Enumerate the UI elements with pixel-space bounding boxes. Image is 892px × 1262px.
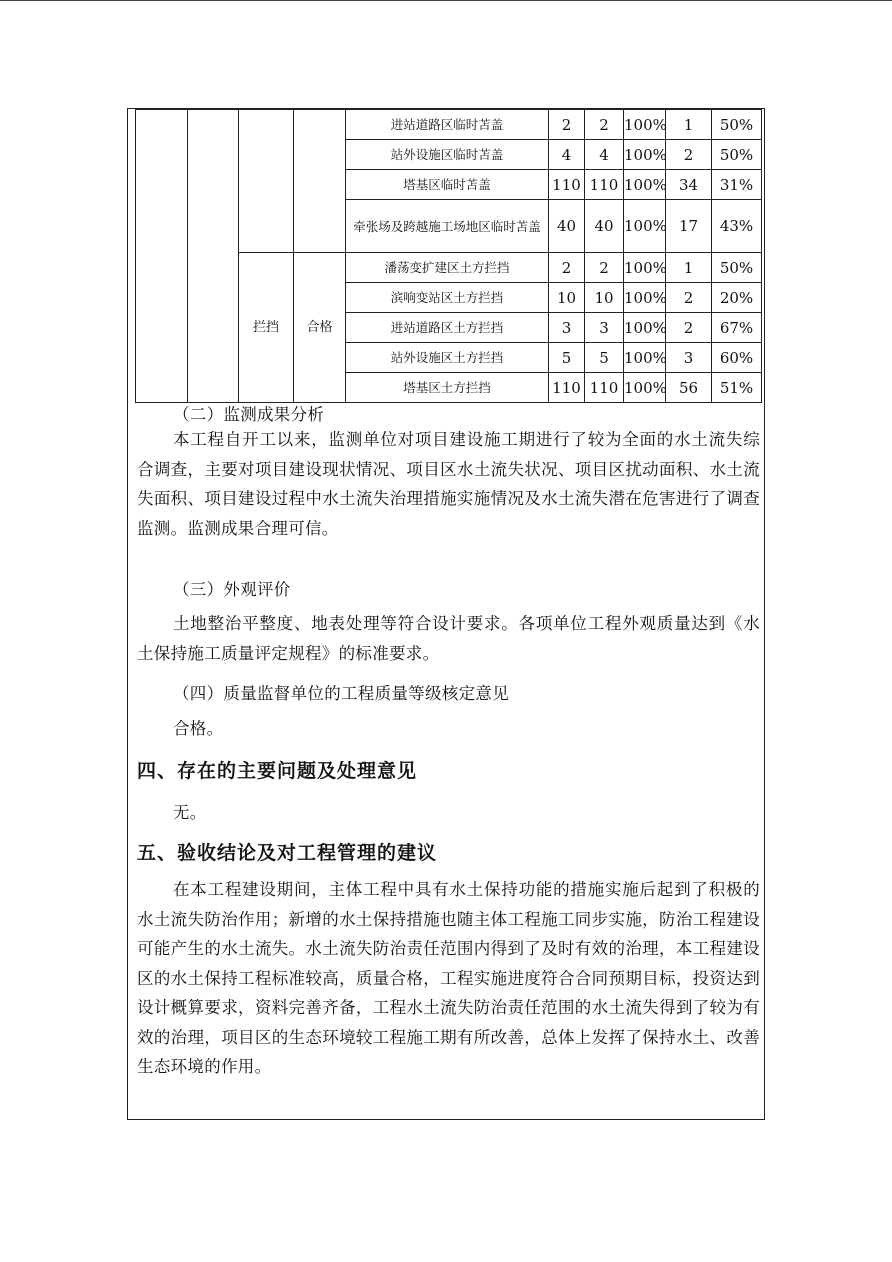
paragraph-conclusion: 在本工程建设期间，主体工程中具有水土保持功能的措施实施后起到了积极的水土流失防治作用；新增的水土保持措施也随主体工程施工同步实施，防治工程建设可能产生的水土流失。水土流失防治责任范围内得到了及时有效的治理，本工程建设区的水土保持工程标准较高，质量合格，工程实施进度符合合同预期目标，投资达到设计概算要求，资料完善齐备，工程水土流失防治责任范围的水土流失得到了较为有效的治理，项目区的生态环境较工程施工期有所改善，总体上发挥了保持水土、改善生态环境的作用。 (137, 880, 760, 1076)
table-blank-cell (188, 110, 239, 403)
table-cell: 3 (585, 313, 624, 343)
table-cell: 2 (549, 110, 585, 140)
table-cell: 40 (549, 200, 585, 253)
measure-type-cell: 拦挡 (239, 253, 294, 403)
table-cell: 34 (666, 170, 712, 200)
measure-name-cell: 进站道路区土方拦挡 (346, 313, 549, 343)
table-cell: 2 (666, 283, 712, 313)
table-cell: 2 (585, 253, 624, 283)
measure-name-cell: 牵张场及跨越施工场地区临时苫盖 (346, 200, 549, 253)
section-title-appearance: （三）外观评价 (173, 580, 291, 599)
table-cell: 110 (549, 170, 585, 200)
table-cell: 100% (624, 140, 666, 170)
table-cell: 3 (549, 313, 585, 343)
table-cell: 50% (712, 140, 762, 170)
measure-name-cell: 塔基区土方拦挡 (346, 373, 549, 403)
table-cell: 1 (666, 110, 712, 140)
table-cell: 110 (549, 373, 585, 403)
table-cell: 5 (549, 343, 585, 373)
table-blank-cell (239, 110, 294, 253)
table-blank-cell (294, 110, 346, 253)
table-cell: 17 (666, 200, 712, 253)
page-top-rule (0, 0, 892, 1)
table-cell: 40 (585, 200, 624, 253)
table-cell: 110 (585, 373, 624, 403)
table-cell: 100% (624, 283, 666, 313)
paragraph-supervision: 合格。 (173, 719, 224, 738)
table-cell: 2 (549, 253, 585, 283)
measures-table (135, 109, 762, 403)
table-cell: 100% (624, 253, 666, 283)
heading-conclusion: 五、验收结论及对工程管理的建议 (137, 842, 438, 864)
paragraph-problems: 无。 (173, 803, 207, 822)
measure-name-cell: 滨响变站区土方拦挡 (346, 283, 549, 313)
table-cell: 4 (549, 140, 585, 170)
table-cell: 50% (712, 253, 762, 283)
table-cell: 56 (666, 373, 712, 403)
paragraph-appearance: 土地整治平整度、地表处理等符合设计要求。各项单位工程外观质量达到《水土保持施工质量评定规程》的标准要求。 (137, 614, 760, 663)
measure-name-cell: 进站道路区临时苫盖 (346, 110, 549, 140)
table-cell: 2 (666, 140, 712, 170)
table-cell: 100% (624, 110, 666, 140)
table-cell: 67% (712, 313, 762, 343)
measure-name-cell: 潘荡变扩建区土方拦挡 (346, 253, 549, 283)
section-title-supervision: （四）质量监督单位的工程质量等级核定意见 (173, 684, 509, 703)
quality-grade-cell: 合格 (294, 253, 346, 403)
table-cell: 100% (624, 313, 666, 343)
table-cell: 51% (712, 373, 762, 403)
table-cell: 5 (585, 343, 624, 373)
measure-name-cell: 塔基区临时苫盖 (346, 170, 549, 200)
table-cell: 10 (585, 283, 624, 313)
table-cell: 31% (712, 170, 762, 200)
paragraph-monitoring: 本工程自开工以来，监测单位对项目建设施工期进行了较为全面的水土流失综合调查，主要对项目建设现状情况、项目区水土流失状况、项目区扰动面积、水土流失面积、项目建设过程中水土流失治理措施实施情况及水土流失潜在危害进行了调查监测。监测成果合理可信。 (137, 430, 760, 538)
table-row (136, 110, 762, 140)
heading-problems: 四、存在的主要问题及处理意见 (137, 760, 418, 782)
measure-name-cell: 站外设施区土方拦挡 (346, 343, 549, 373)
table-cell: 4 (585, 140, 624, 170)
table-cell: 2 (585, 110, 624, 140)
section-title-monitoring: （二）监测成果分析 (173, 405, 325, 424)
table-cell: 110 (585, 170, 624, 200)
table-cell: 100% (624, 373, 666, 403)
table-cell: 20% (712, 283, 762, 313)
table-cell: 43% (712, 200, 762, 253)
table-cell: 60% (712, 343, 762, 373)
table-cell: 100% (624, 343, 666, 373)
table-cell: 10 (549, 283, 585, 313)
table-cell: 3 (666, 343, 712, 373)
table-cell: 2 (666, 313, 712, 343)
table-blank-cell (136, 110, 188, 403)
measure-name-cell: 站外设施区临时苫盖 (346, 140, 549, 170)
table-cell: 100% (624, 170, 666, 200)
table-cell: 100% (624, 200, 666, 253)
table-cell: 50% (712, 110, 762, 140)
table-cell: 1 (666, 253, 712, 283)
